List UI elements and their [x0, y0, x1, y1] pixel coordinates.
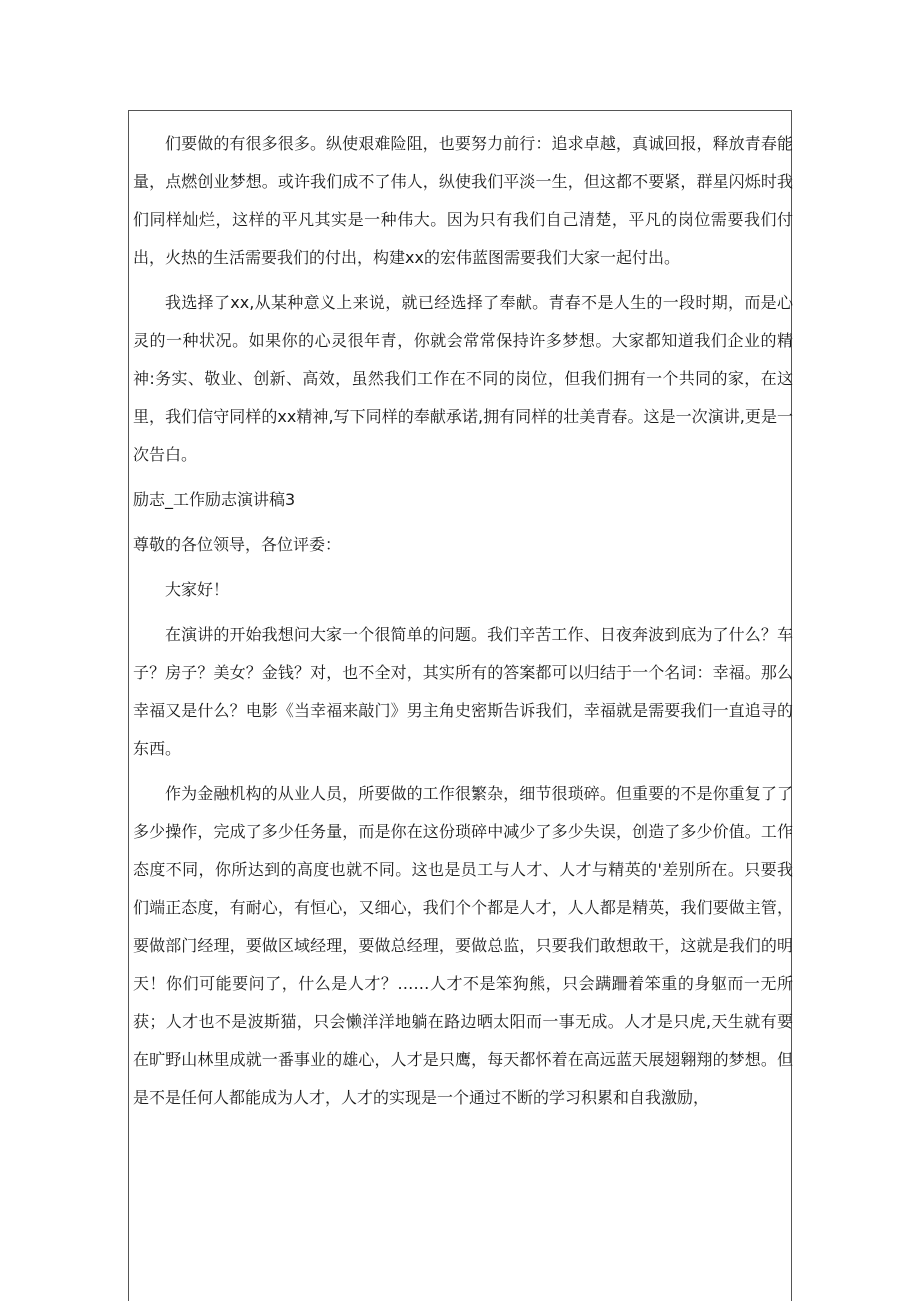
- salutation: 尊敬的各位领导，各位评委：: [133, 535, 342, 554]
- paragraph: 作为金融机构的从业人员，所要做的工作很繁杂，细节很琐碎。但重要的不是你重复了了多少操作，完成了多少任务量，而是你在这份琐碎中减少了多少失误，创造了多少价值。工作态度不同，你所达到的高度也就不同。这也是员工与人才、人才与精英的'差别所在。只要我们端正态度，有耐心，有恒心，又细心，我们个个都是人才，人人都是精英，我们要做主管，要做部门经理，要做区域经理，要做总经理，要做总监，只要我们敢想敢干，这就是我们的明天！你们可能要问了，什么是人才？……人才不是笨狗熊，只会蹒跚着笨重的身躯而一无所获；人才也不是波斯猫，只会懒洋洋地躺在路边晒太阳而一事无成。人才是只虎,天生就有要在旷野山林里成就一番事业的雄心，人才是只鹰，每天都怀着在高远蓝天展翅翱翔的梦想。但是不是任何人都能成为人才，人才的实现是一个通过不断的学习积累和自我激励，: [133, 784, 793, 1107]
- paragraph: 们要做的有很多很多。纵使艰难险阻，也要努力前行：追求卓越，真诚回报，释放青春能量，点燃创业梦想。或许我们成不了伟人，纵使我们平淡一生，但这都不要紧，群星闪烁时我们同样灿烂，这样的平凡其实是一种伟大。因为只有我们自己清楚，平凡的岗位需要我们付出，火热的生活需要我们的付出，构建xx的宏伟蓝图需要我们大家一起付出。: [133, 134, 793, 267]
- paragraph: 我选择了xx,从某种意义上来说，就已经选择了奉献。青春不是人生的一段时期，而是心灵的一种状况。如果你的心灵很年青，你就会常常保持许多梦想。大家都知道我们企业的精神:务实、敬业、创新、高效，虽然我们工作在不同的岗位，但我们拥有一个共同的家，在这里，我们信守同样的xx精神,写下同样的奉献承诺,拥有同样的壮美青春。这是一次演讲,更是一次告白。: [133, 293, 793, 464]
- document-body: [133, 125, 793, 1117]
- greeting: 大家好！: [165, 580, 230, 599]
- paragraph: 在演讲的开始我想问大家一个很简单的问题。我们辛苦工作、日夜奔波到底为了什么？车子？房子？美女？金钱？对，也不全对，其实所有的答案都可以归结于一个名词：幸福。那么幸福又是什么？电影《当幸福来敲门》男主角史密斯告诉我们，幸福就是需要我们一直追寻的东西。: [133, 625, 793, 758]
- section-heading: 励志_工作励志演讲稿3: [133, 490, 296, 509]
